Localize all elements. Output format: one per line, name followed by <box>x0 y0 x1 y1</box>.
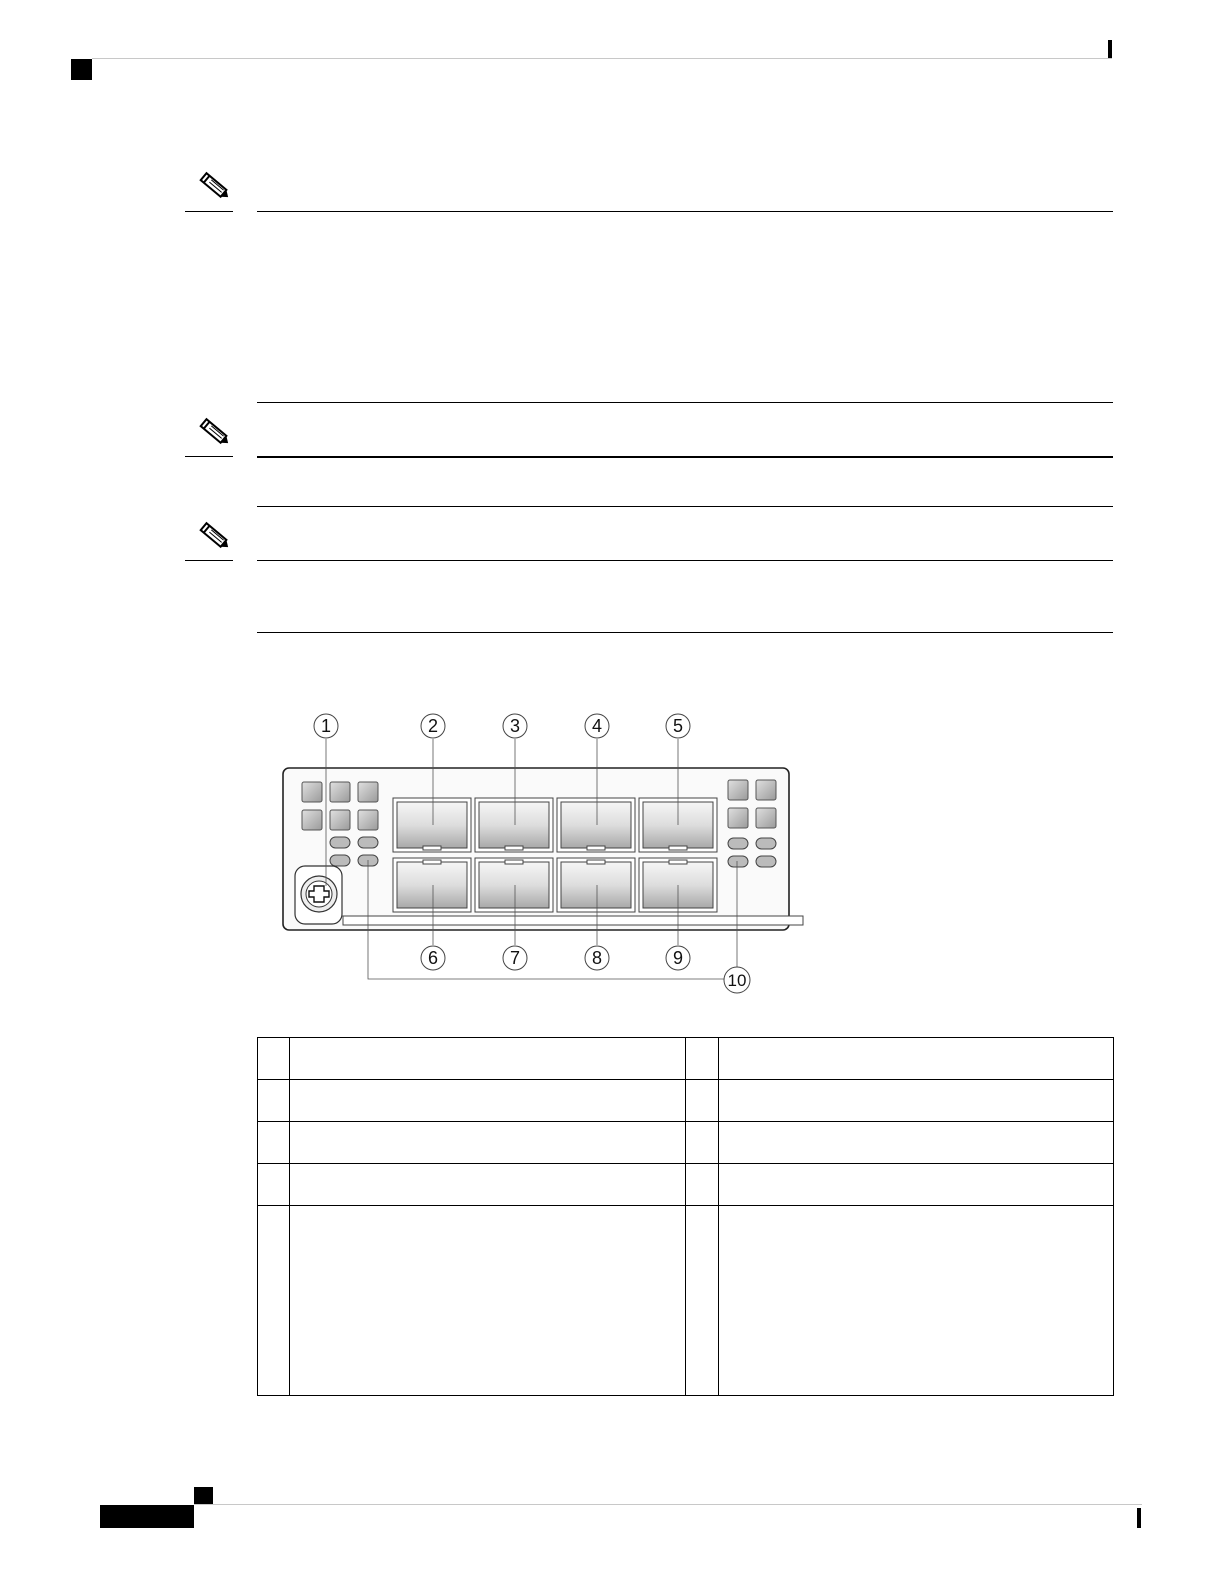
callout-label: 1 <box>320 716 332 736</box>
table-cell <box>258 1080 290 1122</box>
table-cell <box>290 1206 686 1396</box>
note-bottom-rule <box>257 506 1113 507</box>
table-cell <box>290 1038 686 1080</box>
table-cell <box>686 1038 719 1080</box>
header-corner-block <box>71 59 92 80</box>
note-pencil-icon <box>194 414 234 450</box>
note-pencil-icon <box>194 518 234 554</box>
note-top-rule <box>257 211 1113 212</box>
table-cell <box>719 1164 1114 1206</box>
footer-right-tick <box>1137 1508 1141 1528</box>
table-cell <box>686 1122 719 1164</box>
table-cell <box>258 1206 290 1396</box>
callout-label: 5 <box>672 716 684 736</box>
callout-label: 2 <box>427 716 439 736</box>
header-rule <box>92 58 1112 59</box>
table-cell <box>719 1080 1114 1122</box>
table-cell <box>258 1164 290 1206</box>
table-cell <box>686 1080 719 1122</box>
table-row <box>258 1080 1114 1122</box>
header-right-tick <box>1108 40 1112 58</box>
table-row <box>258 1164 1114 1206</box>
table-row <box>258 1038 1114 1080</box>
table-cell <box>290 1122 686 1164</box>
callouts-bottom <box>421 946 750 993</box>
note-icon-underline <box>185 211 233 212</box>
table-cell <box>290 1164 686 1206</box>
footer-rule <box>194 1504 1142 1505</box>
footer-page-tab <box>100 1505 194 1528</box>
callouts-top <box>314 714 690 738</box>
table-cell <box>258 1122 290 1164</box>
table-cell <box>719 1206 1114 1396</box>
note-bottom-rule <box>257 632 1113 633</box>
faceplate-rail <box>343 916 803 925</box>
callout-label: 10 <box>727 971 747 990</box>
note-top-rule <box>257 560 1113 561</box>
callout-label: 6 <box>427 948 439 968</box>
callout-label: 3 <box>509 716 521 736</box>
table-row <box>258 1122 1114 1164</box>
callout-label: 9 <box>672 948 684 968</box>
note-pencil-icon <box>194 168 234 204</box>
line-card-figure <box>270 700 830 1000</box>
note-top-rule <box>257 456 1113 458</box>
callout-label: 8 <box>591 948 603 968</box>
table-cell <box>686 1206 719 1396</box>
callout-label: 4 <box>591 716 603 736</box>
table-cell <box>290 1080 686 1122</box>
captive-screw <box>295 866 342 924</box>
table-row <box>258 1206 1114 1396</box>
callout-legend-table <box>257 1037 1114 1396</box>
table-cell <box>719 1122 1114 1164</box>
note-icon-underline <box>185 560 233 561</box>
callout-label: 7 <box>509 948 521 968</box>
note-icon-underline <box>185 456 233 457</box>
table-cell <box>686 1164 719 1206</box>
table-cell <box>719 1038 1114 1080</box>
footer-corner-block <box>194 1487 213 1505</box>
note-bottom-rule <box>257 402 1113 403</box>
table-cell <box>258 1038 290 1080</box>
